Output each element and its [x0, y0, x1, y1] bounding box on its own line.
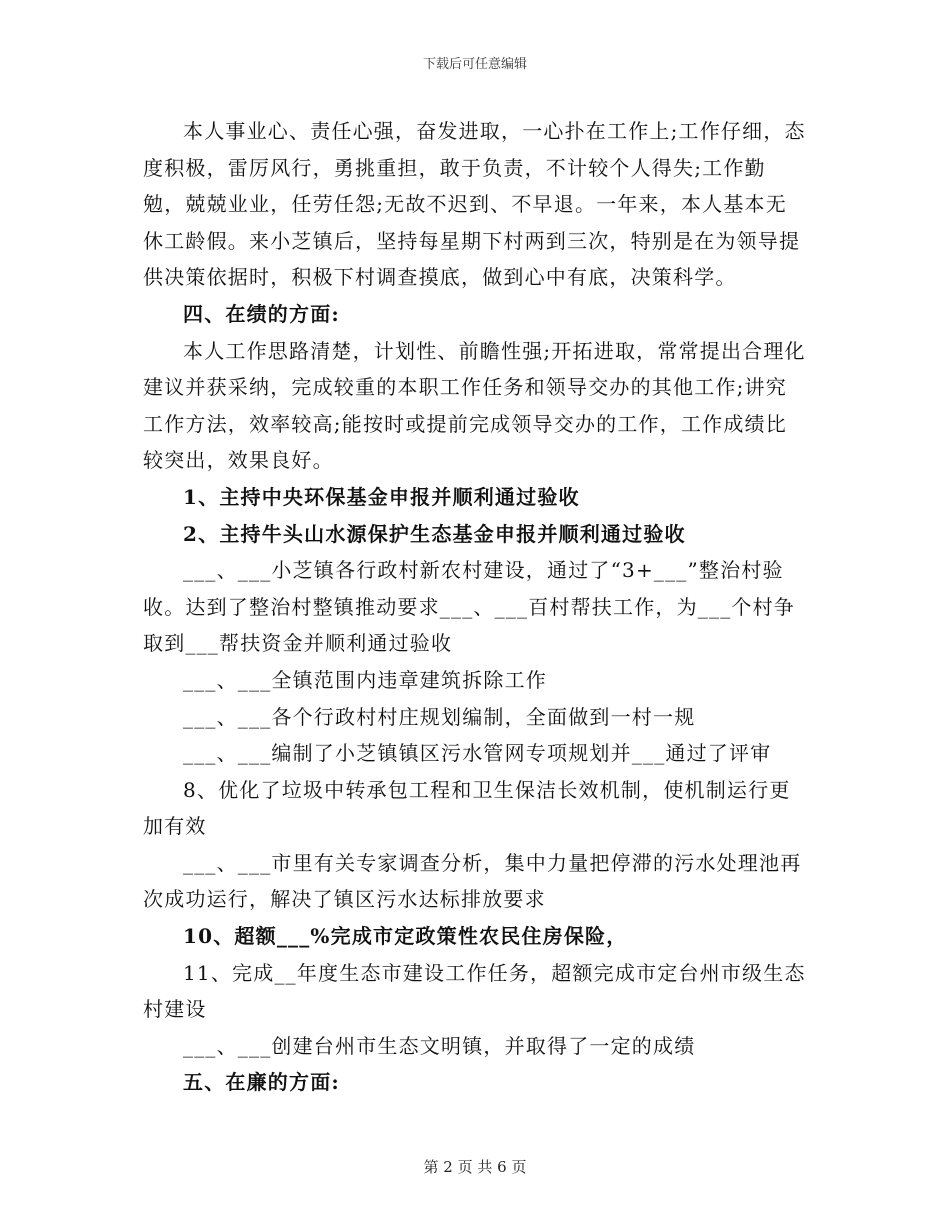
- section-heading-performance: 四、在绩的方面:: [183, 301, 340, 326]
- list-item-eco-town: ___、___创建台州市生态文明镇，并取得了一定的成绩: [183, 1033, 696, 1058]
- list-item-10: 10、超额___%完成市定政策性农民住房保险，: [183, 924, 628, 949]
- paragraph-performance-summary: 本人工作思路清楚，计划性、前瞻性强;开拓进取，常常提出合理化建议并获采纳，完成较重的本职工作任务和领导交办的其他工作;讲究工作方法，效率较高;能按时或提前完成领导交办的工作，工作成绩比较突出，效果良好。: [143, 338, 806, 473]
- page-number: 第 2 页 共 6 页: [423, 1158, 527, 1176]
- list-item-2: 2、主持牛头山水源保护生态基金申报并顺利通过验收: [183, 521, 686, 546]
- list-item-1: 1、主持中央环保基金申报并顺利通过验收: [183, 484, 580, 509]
- section-heading-integrity: 五、在廉的方面:: [183, 1070, 340, 1095]
- document-body: [143, 113, 808, 1101]
- list-item-demolition: ___、___全镇范围内违章建筑拆除工作: [183, 667, 547, 692]
- list-item-8: 8、优化了垃圾中转承包工程和卫生保洁长效机制，使机制运行更加有效: [143, 777, 791, 839]
- list-item-11: 11、完成__年度生态市建设工作任务，超额完成市定台州市级生态村建设: [143, 960, 806, 1022]
- list-item-sewage-planning: ___、___编制了小芝镇镇区污水管网专项规划并___通过了评审: [183, 741, 772, 766]
- list-item-sewage-plant: ___、___市里有关专家调查分析，集中力量把停滞的污水处理池再次成功运行，解决了镇区污水达标排放要求: [143, 850, 802, 912]
- list-item-new-village: ___、___小芝镇各行政村新农村建设，通过了“3+___”整治村验收。达到了整治村整镇推动要求___、___百村帮扶工作，为___个村争取到___帮扶资金并顺利通过验收: [143, 558, 795, 656]
- paragraph-work-attitude: 本人事业心、责任心强，奋发进取，一心扑在工作上;工作仔细，态度积极，雷厉风行，勇挑重担，敢于负责，不计较个人得失;工作勤勉，兢兢业业，任劳任怨;无故不迟到、不早退。一年来，本人基本无休工龄假。来小芝镇后，坚持每星期下村两到三次，特别是在为领导提供决策依据时，积极下村调查摸底，做到心中有底，决策科学。: [143, 119, 806, 290]
- page-header-note: 下载后可任意编辑: [422, 57, 527, 72]
- list-item-village-planning: ___、___各个行政村村庄规划编制，全面做到一村一规: [183, 704, 696, 729]
